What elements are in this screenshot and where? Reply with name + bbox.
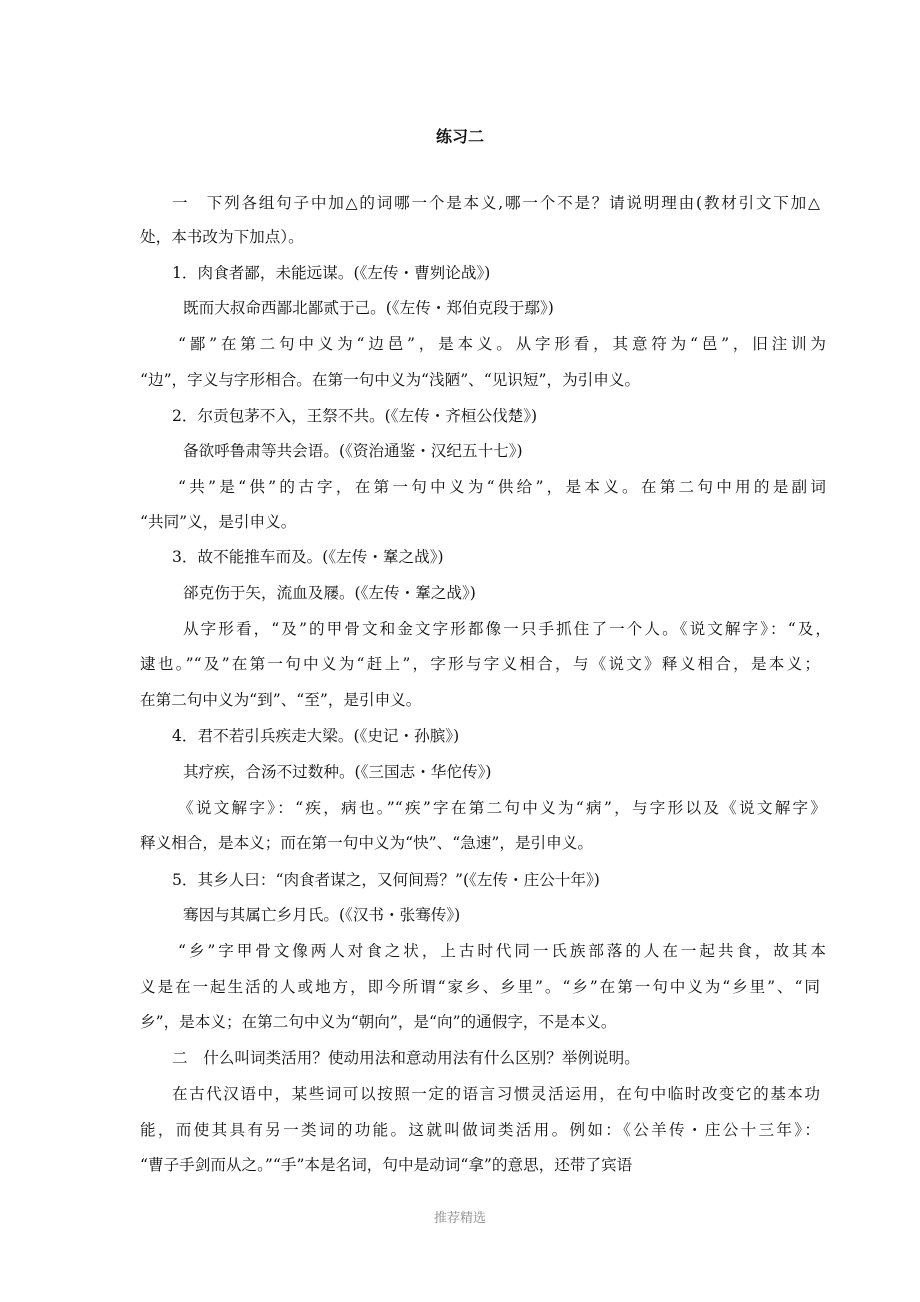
text-line: 义是在一起生活的人或地方，即今所谓“家乡、乡里”。“乡”在第一句中义为“乡里”、“同 [140, 978, 820, 996]
text-line: 2．尔贡包茅不入，王祭不共。(《左传・齐桓公伐楚》) [172, 407, 538, 425]
text-line: 郤克伤于矢，流血及屦。(《左传・鞌之战》) [183, 584, 476, 602]
page-title: 练习二 [435, 127, 484, 146]
text-line: “鄙”在第二句中义为“边邑”，是本义。从字形看，其意符为“邑”，旧注训为 [178, 335, 826, 353]
page-footer: 推荐精选 [433, 1211, 486, 1226]
text-line: 释义相合，是本义；而在第一句中义为“快”、“急速”，是引申义。 [140, 834, 593, 852]
text-line: 在第二句中义为“到”、“至”，是引申义。 [140, 691, 422, 709]
text-line: 在古代汉语中，某些词可以按照一定的语言习惯灵活运用，在句中临时改变它的基本功 [172, 1085, 820, 1103]
text-line: 处，本书改为下加点）。 [140, 228, 304, 246]
text-line: 既而大叔命西鄙北鄙贰于己。(《左传・郑伯克段于鄢》) [183, 299, 554, 317]
text-line: “共同”义，是引申义。 [140, 513, 297, 531]
text-line: 《说文解字》：“疾，病也。”“疾”字在第二句中义为“病”，与字形以及《说文解字》 [178, 799, 826, 817]
text-line: “曹子手剑而从之。”“手”本是名词，句中是动词“拿”的意思，还带了宾语 [140, 1156, 633, 1174]
text-line: 4．君不若引兵疾走大梁。(《史记・孙膑》) [172, 727, 460, 745]
text-line: 乡”，是本义；在第二句中义为“朝向”，是“向”的通假字，不是本义。 [140, 1013, 617, 1031]
text-line: 逮也。”“及”在第一句中义为“赶上”，字形与字义相合，与《说文》释义相合，是本义； [140, 655, 820, 673]
text-line: 备欲呼鲁肃等共会语。(《资治通鉴・汉纪五十七》) [183, 442, 523, 460]
text-line: 从字形看，“及”的甲骨文和金文字形都像一只手抓住了一个人。《说文解字》：“及， [183, 620, 831, 638]
text-line: 5．其乡人曰：“肉食者谋之，又何间焉？”(《左传・庄公十年》) [172, 871, 600, 889]
text-line: 1．肉食者鄙，未能远谋。(《左传・曹刿论战》) [172, 264, 491, 282]
text-line: 3．故不能推车而及。(《左传・鞌之战》) [172, 548, 444, 566]
text-line: “共”是“供”的古字，在第一句中义为“供给”，是本义。在第二句中用的是副词 [178, 478, 826, 496]
text-line: “乡”字甲骨文像两人对食之状，上古时代同一氏族部落的人在一起共食，故其本 [178, 942, 826, 960]
text-line: “边”，字义与字形相合。在第一句中义为“浅陋”、“见识短”，为引申义。 [140, 371, 641, 389]
text-line: 能，而使其具有另一类词的功能。这就叫做词类活用。例如：《公羊传・庄公十三年》： [140, 1121, 820, 1139]
text-line: 骞因与其属亡乡月氏。(《汉书・张骞传》) [183, 906, 461, 924]
text-line: 其疗疾，合汤不过数种。(《三国志・华佗传》) [183, 763, 492, 781]
text-line: 二 什么叫词类活用？使动用法和意动用法有什么区别？举例说明。 [172, 1049, 640, 1067]
text-line: 一 下列各组句子中加△的词哪一个是本义,哪一个不是？请说明理由(教材引文下加△ [172, 194, 820, 212]
